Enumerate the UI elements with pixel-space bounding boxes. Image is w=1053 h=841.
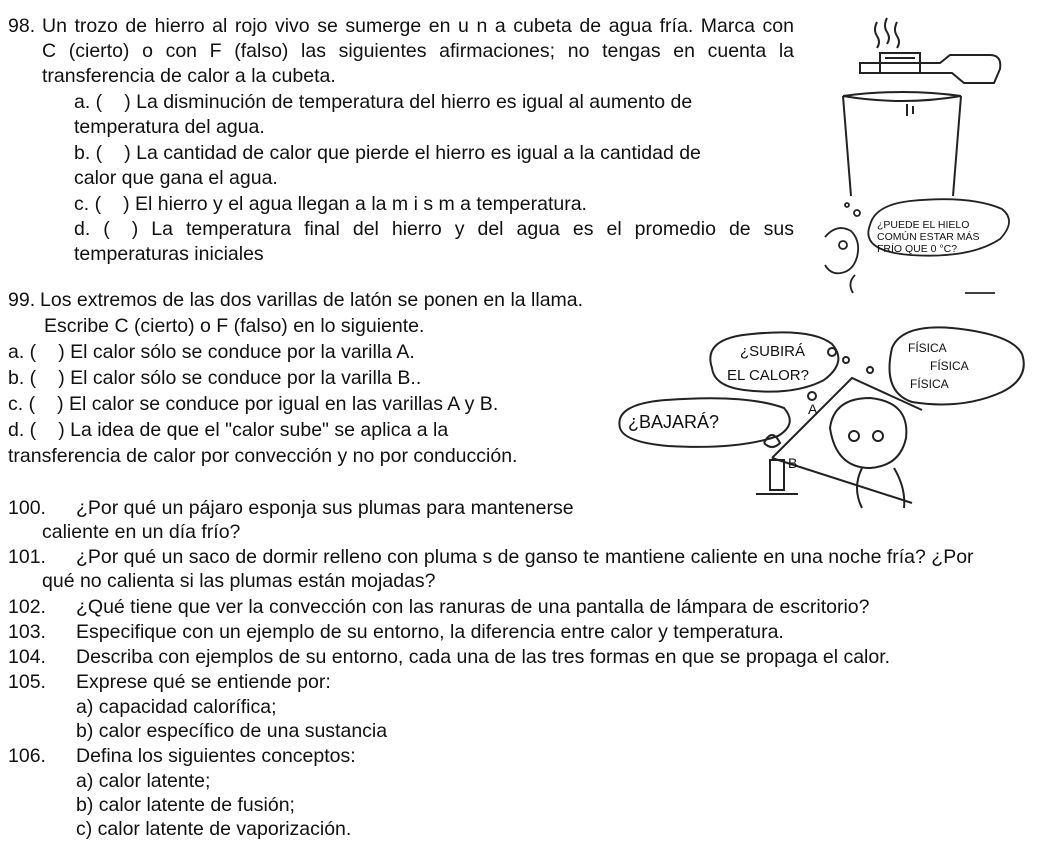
q99-number: 99. xyxy=(8,289,36,311)
q99-item-a-text: ) El calor sólo se conduce por la varilla A. xyxy=(58,341,415,363)
q98-item-b-text: ) La cantidad de calor que pierde el hierro es igual a la cantidad de xyxy=(124,142,701,164)
q99-item-b-letter: b. ( xyxy=(8,367,37,389)
q99-bubble1-line-2: EL CALOR? xyxy=(727,367,809,384)
q99-bubble2-text: ¿BAJARÁ? xyxy=(628,412,720,432)
q100-line-2: caliente en un día frío? xyxy=(42,521,241,543)
q100-number: 100. xyxy=(8,497,46,519)
q99-bubble1-line-1: ¿SUBIRÁ xyxy=(740,343,806,360)
q98-item-c xyxy=(74,192,587,216)
q98-item-b-cont: calor que gana el agua. xyxy=(74,167,278,189)
q99-item-d-letter: d. ( xyxy=(8,419,37,441)
q106-sub-c: c) calor latente de vaporización. xyxy=(76,818,352,840)
q99-item-d-text: ) La idea de que el "calor sube" se aplica a la xyxy=(58,419,449,441)
q101-line-1: ¿Por qué un saco de dormir relleno con pluma s de ganso te mantiene caliente en una noche fría? ¿Por xyxy=(76,546,974,568)
q98-number: 98. xyxy=(8,15,36,37)
q98-item-a-letter: a. ( xyxy=(74,91,103,113)
q98-item-c-text: ) El hierro y el agua llegan a la m i s m a temperatura. xyxy=(123,193,587,215)
q99-item-c-letter: c. ( xyxy=(8,393,36,415)
q98-item-d-text: ) La temperatura final del hierro y del agua es el promedio de sus xyxy=(131,218,794,240)
q98-item-d-letter: d. ( xyxy=(74,218,110,240)
q103-number: 103. xyxy=(8,621,46,643)
q98-item-b-letter: b. ( xyxy=(74,142,103,164)
bucket-illustration xyxy=(825,8,1025,198)
q98-bubble-line-2: COMÚN ESTAR MÁS xyxy=(877,231,980,243)
q98-item-b xyxy=(74,141,701,165)
q98-item-a-text: ) La disminución de temperatura del hierro es igual al aumento de xyxy=(124,91,693,113)
q100-line-1: ¿Por qué un pájaro esponja sus plumas para mantenerse xyxy=(76,497,574,519)
q99-bubble3-line-2: FÍSICA xyxy=(930,359,969,373)
q98-item-d xyxy=(74,217,794,241)
q99-bubble3-line-3: FÍSICA xyxy=(910,377,949,391)
q106-sub-b: b) calor latente de fusión; xyxy=(76,794,295,816)
q98-intro-line-2: C (cierto) o con F (falso) las siguientes afirmaciones; no tengas en cuenta la xyxy=(42,40,794,62)
q98-item-a-cont: temperatura del agua. xyxy=(74,116,265,138)
rods-flame-illustration xyxy=(612,318,1037,518)
rod-b-label: B xyxy=(788,455,798,471)
q104-line-1: Describa con ejemplos de su entorno, cada una de las tres formas en que se propaga el calor. xyxy=(76,646,891,668)
q98-item-c-letter: c. ( xyxy=(74,193,102,215)
rod-a-label: A xyxy=(808,401,818,417)
q99-item-d-cont: transferencia de calor por convección y no por conducción. xyxy=(8,445,518,467)
q105-sub-b: b) calor específico de una sustancia xyxy=(76,720,388,742)
q99-bubble3-line-1: FÍSICA xyxy=(908,341,947,355)
thinking-person-illustration xyxy=(815,195,1015,300)
q106-number: 106. xyxy=(8,745,46,767)
q104-number: 104. xyxy=(8,646,46,668)
q105-number: 105. xyxy=(8,671,46,693)
q99-item-c-text: ) El calor se conduce por igual en las varillas A y B. xyxy=(57,393,499,415)
q105-sub-a: a) capacidad calorífica; xyxy=(76,696,277,718)
q98-item-a xyxy=(74,90,692,114)
q99-item-b xyxy=(8,366,421,390)
q106-line-1: Defina los siguientes conceptos: xyxy=(76,745,356,767)
q98-intro-line-3: transferencia de calor a la cubeta. xyxy=(42,65,336,87)
q101-line-2: qué no calienta si las plumas están mojadas? xyxy=(42,570,436,592)
q99-item-a-letter: a. ( xyxy=(8,341,37,363)
q106-sub-a: a) calor latente; xyxy=(76,770,211,792)
q103-line-1: Especifique con un ejemplo de su entorno, la diferencia entre calor y temperatura. xyxy=(76,621,784,643)
q101-number: 101. xyxy=(8,546,46,568)
q99-item-d xyxy=(8,418,448,442)
q98-intro-line-1: Un trozo de hierro al rojo vivo se sumerge en u n a cubeta de agua fría. Marca con xyxy=(42,15,794,37)
q102-number: 102. xyxy=(8,596,46,618)
q98-item-d-cont: temperaturas iniciales xyxy=(74,243,264,265)
q99-item-c xyxy=(8,392,498,416)
q99-item-a xyxy=(8,340,415,364)
q98-bubble-line-1: ¿PUEDE EL HIELO xyxy=(877,219,970,231)
q99-intro-line-2: Escribe C (cierto) o F (falso) en lo siguiente. xyxy=(44,315,425,337)
q105-line-1: Exprese qué se entiende por: xyxy=(76,671,331,693)
q102-line-1: ¿Qué tiene que ver la convección con las ranuras de una pantalla de lámpara de escritorio? xyxy=(76,596,870,618)
q99-intro-line-1: Los extremos de las dos varillas de latón se ponen en la llama. xyxy=(40,289,584,311)
q98-bubble-line-3: FRÍO QUE 0 °C? xyxy=(877,243,958,255)
q99-item-b-text: ) El calor sólo se conduce por la varilla B.. xyxy=(58,367,422,389)
